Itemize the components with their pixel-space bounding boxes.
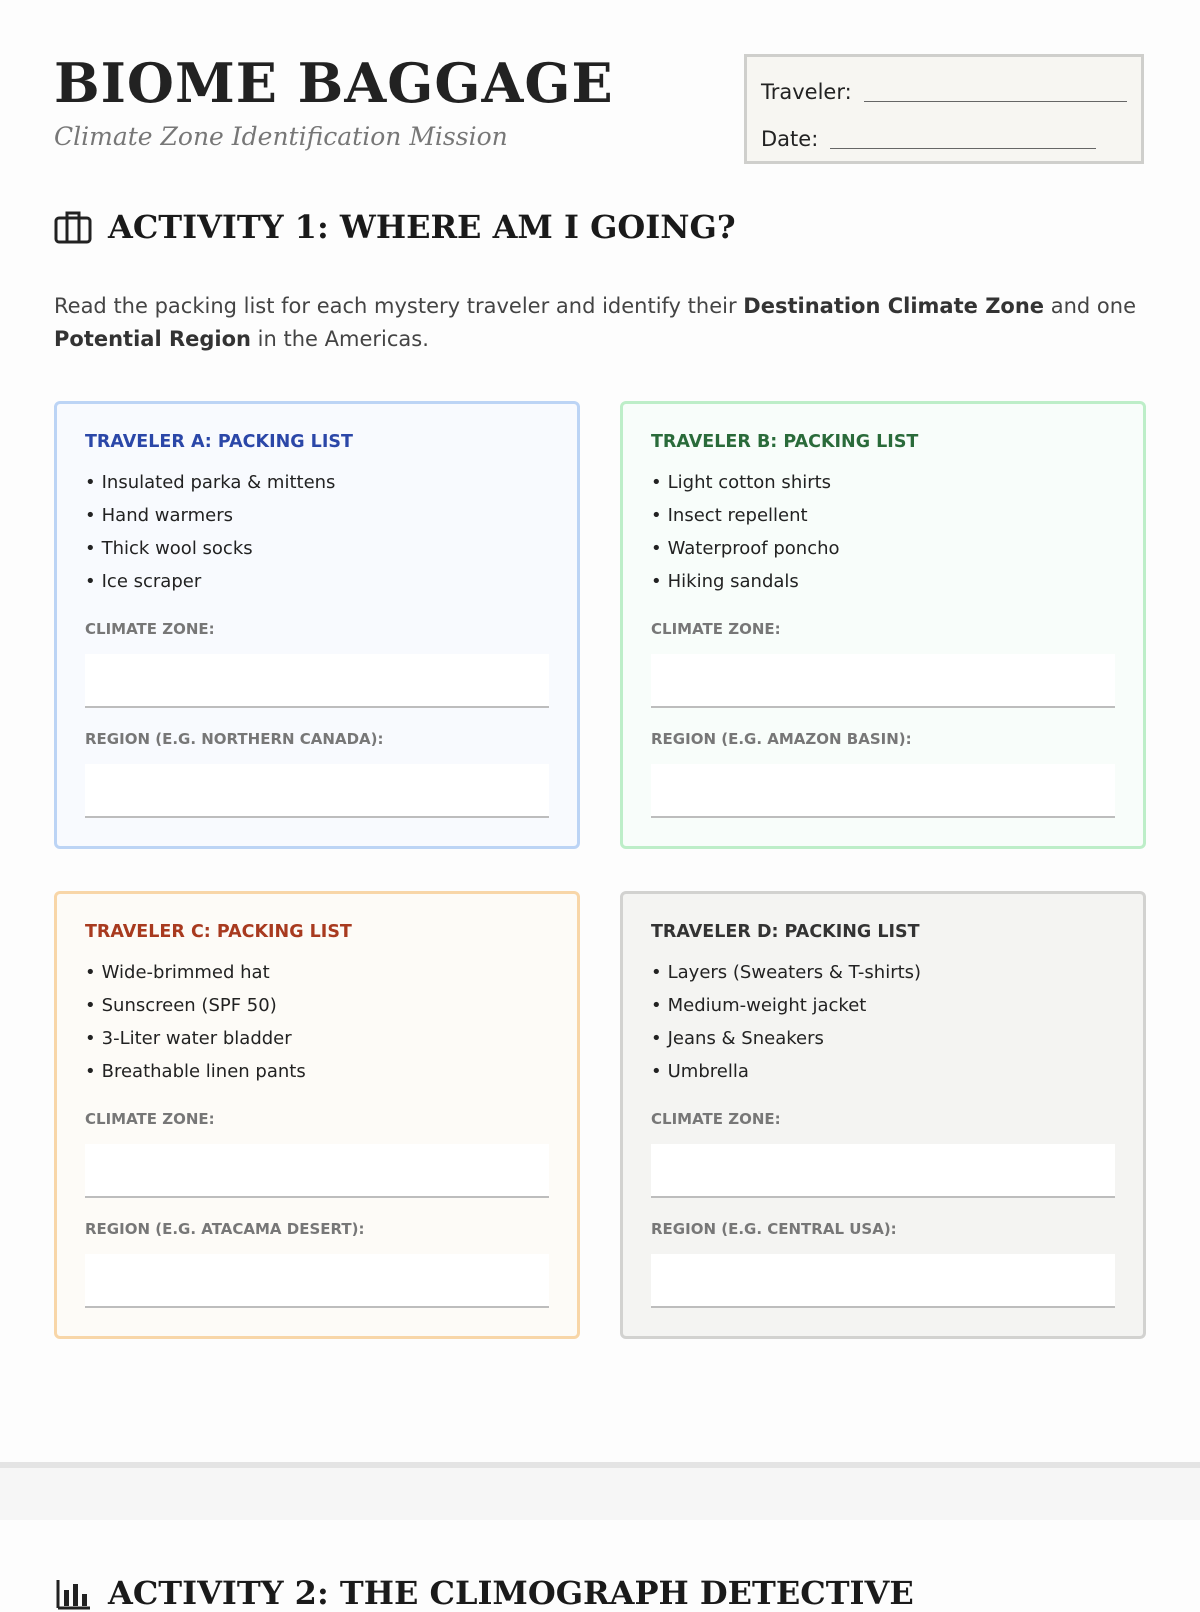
list-item: • Insulated parka & mittens xyxy=(85,466,549,499)
region-label: REGION (E.G. ATACAMA DESERT): xyxy=(85,1220,365,1238)
packing-list xyxy=(85,956,549,1088)
intro-text: Read the packing list for each mystery traveler and identify their xyxy=(54,294,744,318)
traveler-row xyxy=(761,69,1127,104)
region-answer-field[interactable] xyxy=(651,764,1115,818)
traveler-c-card xyxy=(54,891,580,1339)
list-item: • Umbrella xyxy=(651,1055,1115,1088)
card-title: TRAVELER D: PACKING LIST xyxy=(651,922,920,942)
list-item: • Medium-weight jacket xyxy=(651,989,1115,1022)
region-answer-field[interactable] xyxy=(651,1254,1115,1308)
list-item: • Layers (Sweaters & T-shirts) xyxy=(651,956,1115,989)
list-item: • Sunscreen (SPF 50) xyxy=(85,989,549,1022)
region-label: REGION (E.G. AMAZON BASIN): xyxy=(651,730,912,748)
list-item: • Hiking sandals xyxy=(651,565,1115,598)
activity1-heading xyxy=(54,208,736,246)
climate-zone-answer-field[interactable] xyxy=(85,1144,549,1198)
climate-zone-answer-field[interactable] xyxy=(651,1144,1115,1198)
climate-zone-answer-field[interactable] xyxy=(651,654,1115,708)
page-title: BIOME BAGGAGE xyxy=(54,51,614,115)
list-item: • Ice scraper xyxy=(85,565,549,598)
list-item: • Waterproof poncho xyxy=(651,532,1115,565)
list-item: • Jeans & Sneakers xyxy=(651,1022,1115,1055)
traveler-name-field[interactable] xyxy=(864,100,1127,102)
date-field[interactable] xyxy=(830,147,1096,149)
climate-zone-label: CLIMATE ZONE: xyxy=(651,1110,781,1128)
page-break-band xyxy=(0,1468,1200,1520)
climate-zone-label: CLIMATE ZONE: xyxy=(85,620,215,638)
list-item: • Light cotton shirts xyxy=(651,466,1115,499)
climate-zone-answer-field[interactable] xyxy=(85,654,549,708)
activity1-instructions xyxy=(54,290,1154,356)
card-title: TRAVELER A: PACKING LIST xyxy=(85,432,353,452)
intro-bold-region: Potential Region xyxy=(54,327,251,351)
list-item: • 3-Liter water bladder xyxy=(85,1022,549,1055)
intro-text: and one xyxy=(1044,294,1136,318)
region-answer-field[interactable] xyxy=(85,764,549,818)
traveler-d-card xyxy=(620,891,1146,1339)
list-item: • Breathable linen pants xyxy=(85,1055,549,1088)
region-answer-field[interactable] xyxy=(85,1254,549,1308)
intro-bold-climate: Destination Climate Zone xyxy=(743,294,1045,318)
packing-list xyxy=(651,956,1115,1088)
date-row xyxy=(761,116,1127,151)
list-item: • Insect repellent xyxy=(651,499,1115,532)
region-label: REGION (E.G. NORTHERN CANADA): xyxy=(85,730,384,748)
bar-chart-icon xyxy=(54,1576,92,1610)
traveler-a-card xyxy=(54,401,580,849)
traveler-b-card xyxy=(620,401,1146,849)
card-title: TRAVELER B: PACKING LIST xyxy=(651,432,919,452)
suitcase-icon xyxy=(54,210,92,244)
traveler-label: Traveler: xyxy=(761,80,852,104)
packing-list xyxy=(85,466,549,598)
date-label: Date: xyxy=(761,127,819,151)
list-item: • Hand warmers xyxy=(85,499,549,532)
page-subtitle: Climate Zone Identification Mission xyxy=(54,122,508,151)
worksheet-header xyxy=(54,51,614,151)
climate-zone-label: CLIMATE ZONE: xyxy=(651,620,781,638)
activity2-heading xyxy=(54,1574,914,1612)
activity1-title: ACTIVITY 1: WHERE AM I GOING? xyxy=(108,208,736,246)
card-title: TRAVELER C: PACKING LIST xyxy=(85,922,352,942)
intro-text: in the Americas. xyxy=(251,327,429,351)
packing-list xyxy=(651,466,1115,598)
region-label: REGION (E.G. CENTRAL USA): xyxy=(651,1220,897,1238)
traveler-info-box xyxy=(744,54,1144,164)
activity2-title: ACTIVITY 2: THE CLIMOGRAPH DETECTIVE xyxy=(108,1574,914,1612)
climate-zone-label: CLIMATE ZONE: xyxy=(85,1110,215,1128)
list-item: • Wide-brimmed hat xyxy=(85,956,549,989)
list-item: • Thick wool socks xyxy=(85,532,549,565)
